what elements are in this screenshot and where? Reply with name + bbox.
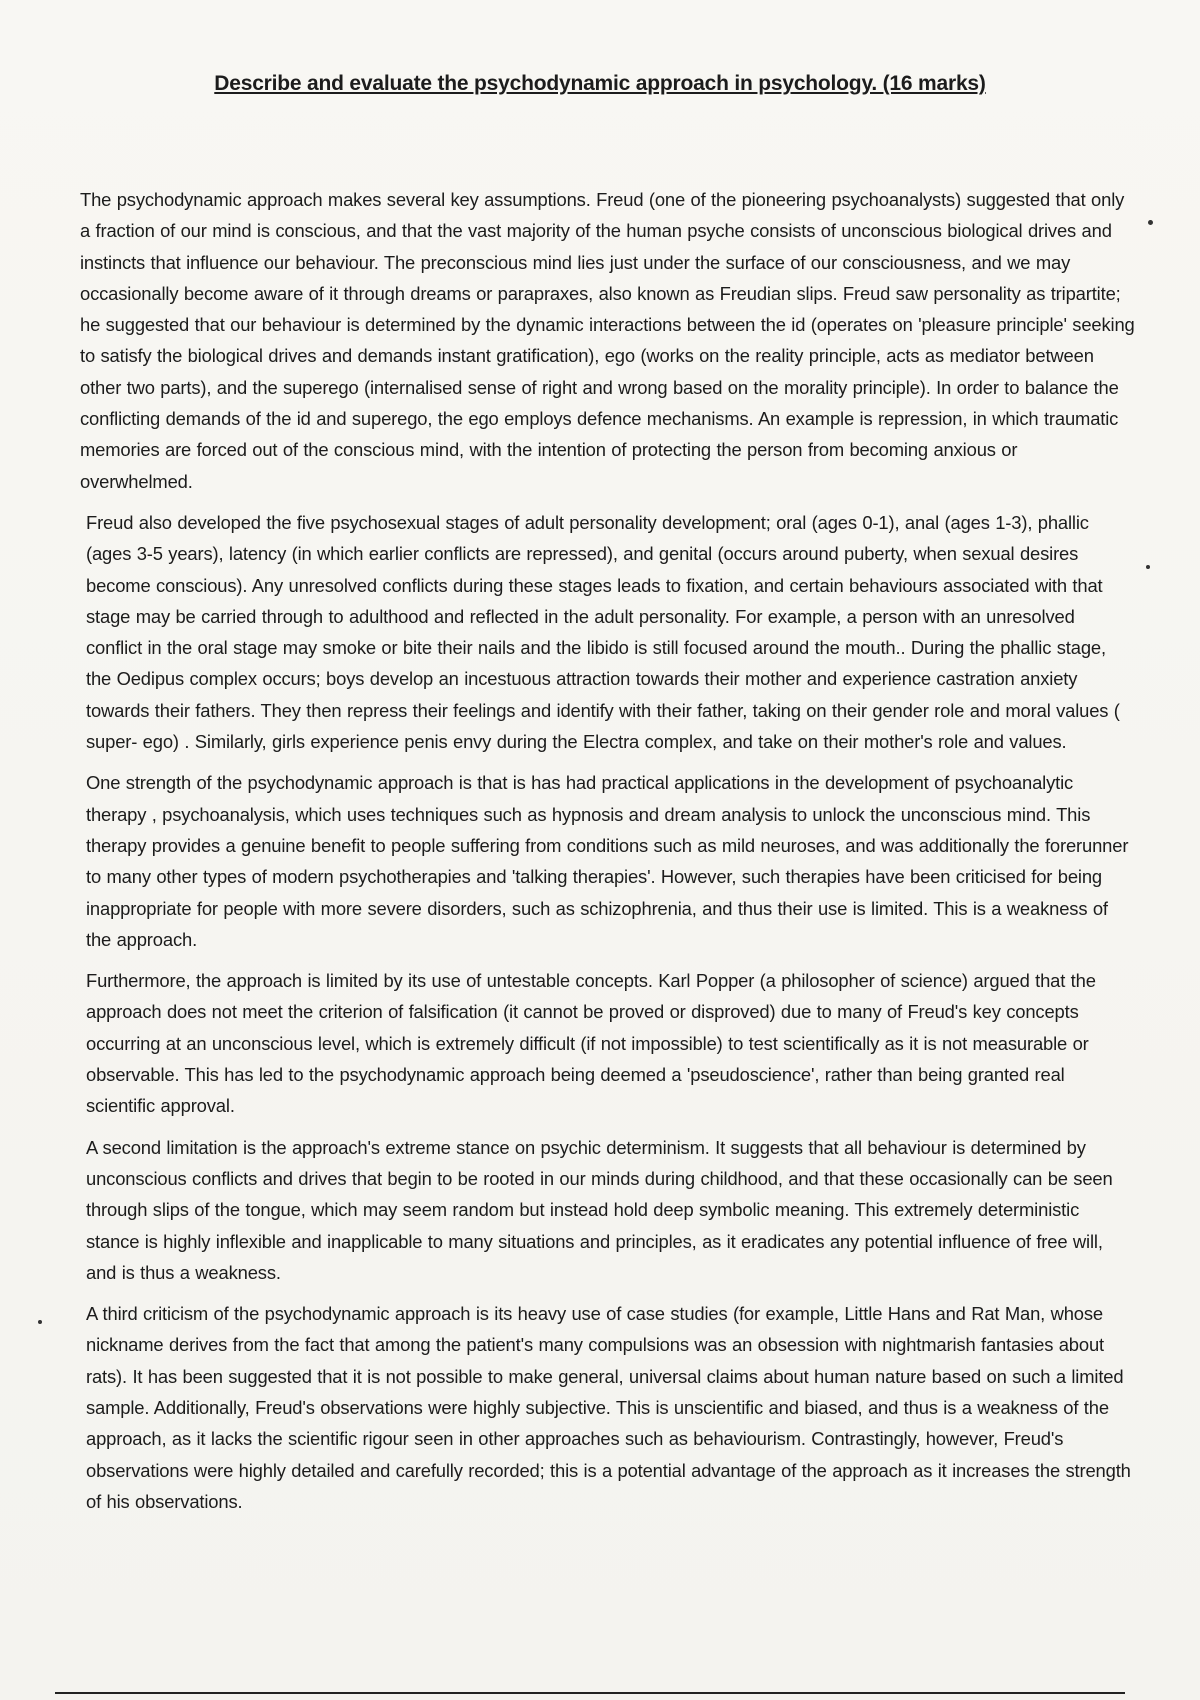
paragraph-case-studies: A third criticism of the psychodynamic approach is its heavy use of case studies (for example, Little Hans and Rat Man, whose nickname derives from the fact that among the patient's many compulsions was an obsession with nightmarish fantasies about rats). It has been suggested that it is not possible to make general, universal claims about human nature based on such a limited sample. Additionally, Freud's observations were highly subjective. This is unscientific and biased, and thus is a weakness of the approach, as it lacks the scientific rigour seen in other approaches such as behaviourism. Contrastingly, however, Freud's observations were highly detailed and carefully recorded; this is a potential advantage of the approach as it increases the strength of his observations. bbox=[86, 1303, 1131, 1512]
paragraph-psychosexual-stages: Freud also developed the five psychosexual stages of adult personality development; oral (ages 0-1), anal (ages 1-3), phallic (ages 3-5 years), latency (in which earlier conflicts are repressed), and genital (occurs around puberty, when sexual desires become conscious). Any unresolved conflicts during these stages leads to fixation, and certain behaviours associated with that stage may be carried through to adulthood and reflected in the adult personality. For example, a person with an unresolved conflict in the oral stage may smoke or bite their nails and the libido is still focused around the mouth.. During the phallic stage, the Oedipus complex occurs; boys develop an incestuous attraction towards their mother and experience castration anxiety towards their fathers. They then repress their feelings and identify with their father, taking on their gender role and moral values ( super- ego) . Similarly, girls experience penis envy during the Electra complex, and take on their mother's role and values. bbox=[86, 511, 1120, 753]
essay-title: Describe and evaluate the psychodynamic approach in psychology. (16 marks) bbox=[214, 72, 986, 95]
essay-body bbox=[80, 184, 1135, 1527]
scan-speck bbox=[38, 1320, 42, 1324]
scan-speck bbox=[1148, 220, 1153, 225]
paragraph-untestable-concepts: Furthermore, the approach is limited by its use of untestable concepts. Karl Popper (a philosopher of science) argued that the approach does not meet the criterion of falsification (it cannot be proved or disproved) due to many of Freud's key concepts occurring at an unconscious level, which is extremely difficult (if not impossible) to test scientifically as it is not measurable or observable. This has led to the psychodynamic approach being deemed a 'pseudoscience', rather than being granted real scientific approval. bbox=[86, 970, 1096, 1117]
bottom-rule bbox=[55, 1692, 1125, 1694]
paragraph-assumptions: The psychodynamic approach makes several key assumptions. Freud (one of the pioneering psychoanalysts) suggested that only a fraction of our mind is conscious, and that the vast majority of the human psyche consists of unconscious biological drives and instincts that influence our behaviour. The preconscious mind lies just under the surface of our consciousness, and we may occasionally become aware of it through dreams or parapraxes, also known as Freudian slips. Freud saw personality as tripartite; he suggested that our behaviour is determined by the dynamic interactions between the id (operates on 'pleasure principle' seeking to satisfy the biological drives and demands instant gratification), ego (works on the reality principle, acts as mediator between other two parts), and the superego (internalised sense of right and wrong based on the morality principle). In order to balance the conflicting demands of the id and superego, the ego employs defence mechanisms. An example is repression, in which traumatic memories are forced out of the conscious mind, with the intention of protecting the person from becoming anxious or overwhelmed. bbox=[80, 189, 1135, 492]
scan-speck bbox=[1146, 565, 1150, 569]
paragraph-psychic-determinism: A second limitation is the approach's extreme stance on psychic determinism. It suggests that all behaviour is determined by unconscious conflicts and drives that begin to be rooted in our minds during childhood, and that these occasionally can be seen through slips of the tongue, which may seem random but instead hold deep symbolic meaning. This extremely deterministic stance is highly inflexible and inapplicable to many situations and principles, as it eradicates any potential influence of free will, and is thus a weakness. bbox=[86, 1136, 1113, 1283]
paragraph-strength-therapy: One strength of the psychodynamic approach is that is has had practical applications in the development of psychoanalytic therapy , psychoanalysis, which uses techniques such as hypnosis and dream analysis to unlock the unconscious mind. This therapy provides a genuine benefit to people suffering from conditions such as mild neuroses, and was additionally the forerunner to many other types of modern psychotherapies and 'talking therapies'. However, such therapies have been criticised for being inappropriate for people with more severe disorders, such as schizophrenia, and thus their use is limited. This is a weakness of the approach. bbox=[86, 772, 1129, 950]
